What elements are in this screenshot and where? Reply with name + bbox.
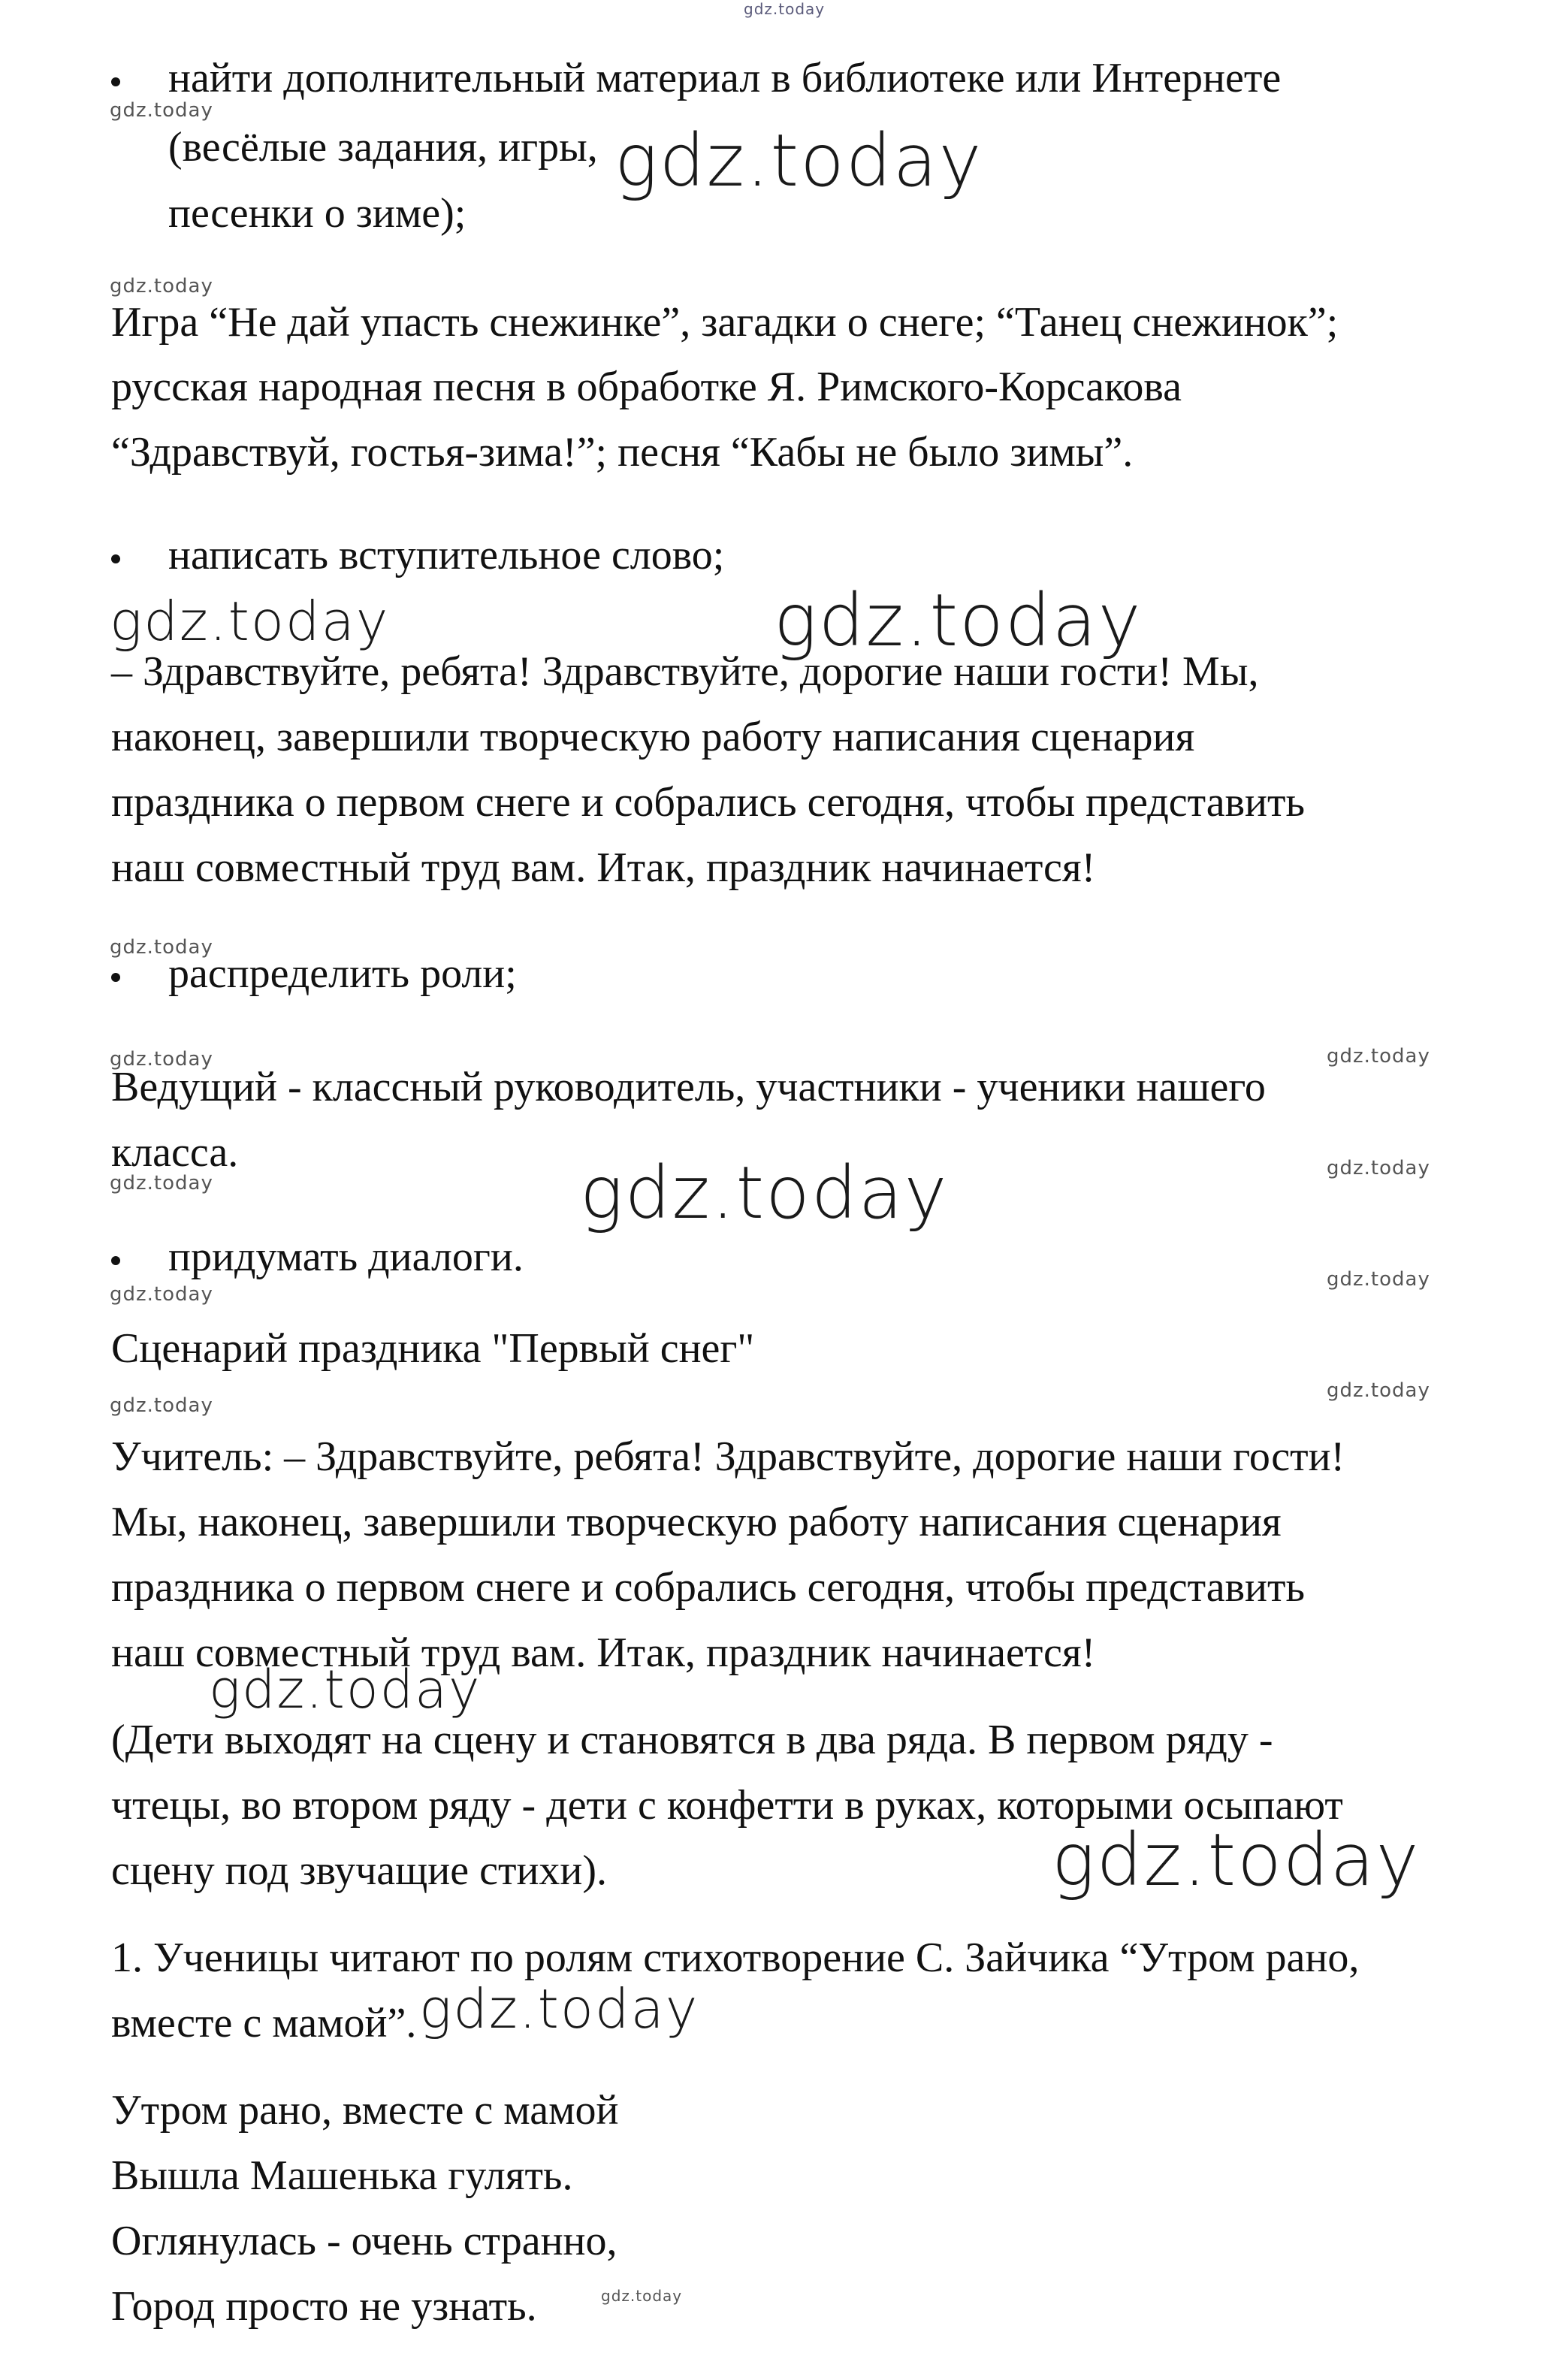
paragraph-line: наш совместный труд вам. Итак, праздник начинается! [111,844,1096,891]
bullet-dot [111,77,120,86]
bullet-dot [111,554,120,563]
paragraph-line: – Здравствуйте, ребята! Здравствуйте, дорогие наши гости! Мы, [111,648,1259,695]
bullet-text: найти дополнительный материал в библиотеке или Интернете [168,55,1282,101]
watermark: gdz.today [209,1659,482,1720]
paragraph-line: русская народная песня в обработке Я. Римского-Корсакова [111,364,1182,410]
watermark: gdz.today [110,1283,213,1306]
watermark: gdz.today [601,2287,683,2305]
scenario-title: Сценарий праздника "Первый снег" [111,1325,755,1372]
watermark: gdz.today [1327,1268,1430,1291]
watermark: gdz.today [1327,1379,1430,1402]
paragraph-line: “Здравствуй, гостья-зима!”; песня “Кабы не было зимы”. [111,429,1134,476]
poem-line: Город просто не узнать. [111,2283,537,2330]
paragraph-line: 1. Ученицы читают по ролям стихотворение С. Зайчика “Утром рано, [111,1935,1360,1981]
bullet-text: написать вступительное слово; [168,532,725,578]
watermark: gdz.today [110,1394,213,1417]
watermark: gdz.today [110,590,390,653]
watermark: gdz.today [1327,1045,1430,1068]
bullet-dot [111,973,120,982]
watermark: gdz.today [110,275,213,298]
bullet-dot [111,1256,120,1265]
paragraph-line: Мы, наконец, завершили творческую работу написания сценария [111,1499,1282,1545]
bullet-text: (весёлые задания, игры, [168,124,598,171]
poem-line: Утром рано, вместе с мамой [111,2087,619,2134]
paragraph-line: наш совместный труд вам. Итак, праздник начинается! [111,1629,1096,1676]
paragraph-line: Игра “Не дай упасть снежинке”, загадки о снеге; “Танец снежинок”; [111,299,1339,346]
poem-line: Оглянулась - очень странно, [111,2218,617,2264]
bullet-text: песенки о зиме); [168,190,466,237]
paragraph-line: класса. [111,1129,239,1176]
paragraph-line: (Дети выходят на сцену и становятся в два ряда. В первом ряду - [111,1717,1273,1763]
paragraph-line: Учитель: – Здравствуйте, ребята! Здравствуйте, дорогие наши гости! [111,1433,1345,1480]
paragraph-line: чтецы, во втором ряду - дети с конфетти в руках, которыми осыпают [111,1782,1343,1829]
bullet-text: распределить роли; [168,950,517,997]
watermark: gdz.today [614,119,983,203]
watermark: gdz.today [110,936,213,959]
bullet-text: придумать диалоги. [168,1234,524,1280]
paragraph-line: наконец, завершили творческую работу написания сценария [111,714,1195,760]
paragraph-line: праздника о первом снеге и собрались сегодня, чтобы представить [111,779,1306,826]
paragraph-line: сцену под звучащие стихи). [111,1847,608,1894]
paragraph-line: Ведущий - классный руководитель, участники - ученики нашего [111,1064,1266,1110]
watermark: gdz.today [110,99,213,122]
watermark: gdz.today [110,1172,213,1195]
watermark: gdz.today [774,578,1143,663]
watermark-top: gdz.today [744,0,826,18]
paragraph-line: праздника о первом снеге и собрались сегодня, чтобы представить [111,1564,1306,1611]
watermark: gdz.today [580,1151,949,1235]
watermark: gdz.today [1327,1157,1430,1179]
watermark: gdz.today [419,1977,699,2040]
watermark: gdz.today [1052,1818,1421,1902]
poem-line: Вышла Машенька гулять. [111,2152,573,2199]
watermark: gdz.today [110,1048,213,1071]
paragraph-line: вместе с мамой”. [111,2000,417,2046]
